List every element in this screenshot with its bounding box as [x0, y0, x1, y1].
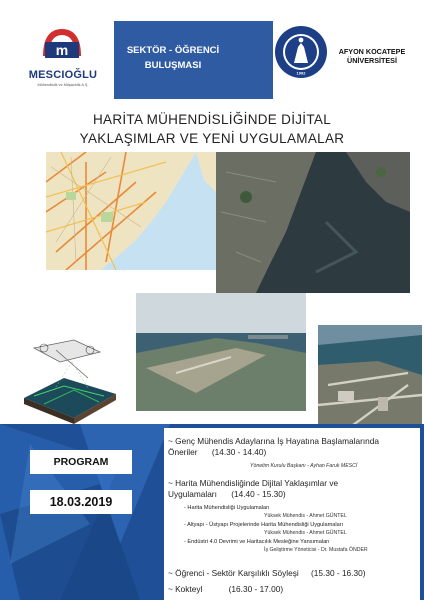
agenda-item	[168, 568, 365, 579]
svg-text:m: m	[55, 42, 69, 58]
agenda-item-title: ~ Kokteyl	[168, 584, 203, 594]
agenda-item-title-cont: Öneriler	[168, 447, 198, 457]
agenda-item-time: (14.40 - 15.30)	[231, 489, 286, 499]
aerial-coast-image	[136, 293, 306, 411]
event-banner	[114, 21, 273, 99]
agenda-subitem: - Harita Mühendisliği Uygulamaları	[184, 505, 270, 511]
agenda-speaker: Yüksek Mühendis - Ahmet GÜNTEL	[264, 530, 347, 536]
agenda-speaker: İş Geliştirme Yöneticisi - Dr. Mustafa ÖNDER	[264, 547, 368, 553]
agenda-item	[168, 478, 338, 500]
company-tagline: Mühendislik ve Müşavirlik A.Ş.	[37, 83, 89, 87]
company-name: MESCIOĞLU	[28, 69, 98, 81]
agenda-item-title-cont: Uygulamaları	[168, 489, 217, 499]
page-title	[60, 110, 364, 148]
company-logo-mark	[42, 26, 82, 66]
agenda-item	[168, 436, 379, 458]
agenda-item-title: ~ Öğrenci - Sektör Karşılıklı Söyleşi	[168, 568, 299, 578]
program-agenda	[164, 428, 420, 600]
agenda-subitem: - Endüstri 4.0 Devrimi ve Haritacılık Mesleğine Yansımaları	[184, 539, 330, 545]
event-name: SEKTÖR - ÖĞRENCİ BULUŞMASI	[126, 45, 220, 71]
agenda-item-time: (14.30 - 14.40)	[211, 447, 267, 457]
agenda-item-time: (16.30 - 17.00)	[228, 584, 284, 594]
agenda-speaker: Yönetim Kurulu Başkanı - Ayhan Faruk MESCİ	[250, 463, 358, 469]
agenda-item	[168, 584, 283, 595]
university-seal	[274, 25, 328, 79]
aerial-highway-image	[318, 325, 422, 436]
agenda-item-title: ~ Genç Mühendis Adaylarına İş Hayatına Başlamalarında	[168, 436, 379, 446]
title-line-1: HARİTA MÜHENDİSLİĞİNDE DİJİTAL	[92, 112, 332, 127]
satellite-image	[216, 152, 410, 293]
title-line-2: YAKLAŞIMLAR VE YENİ UYGULAMALAR	[79, 131, 345, 146]
company-logo	[28, 26, 98, 92]
agenda-item-time: (15.30 - 16.30)	[311, 568, 366, 578]
university-name: AFYON KOCATEPE ÜNİVERSİTESİ	[338, 47, 406, 65]
seal-year: 1992	[296, 70, 306, 76]
drone-survey-image	[4, 318, 130, 424]
vector-map-image	[46, 152, 216, 270]
agenda-speaker: Yüksek Mühendis - Ahmet GÜNTEL	[264, 513, 347, 519]
event-date: 18.03.2019	[30, 490, 132, 514]
agenda-item-title: ~ Harita Mühendisliğinde Dijital Yaklaşımlar ve	[168, 478, 339, 488]
program-label: PROGRAM	[30, 450, 132, 474]
agenda-subitem: - Altyapı - Üstyapı Projelerinde Harita Mühendisliği Uygulamaları	[184, 522, 344, 528]
